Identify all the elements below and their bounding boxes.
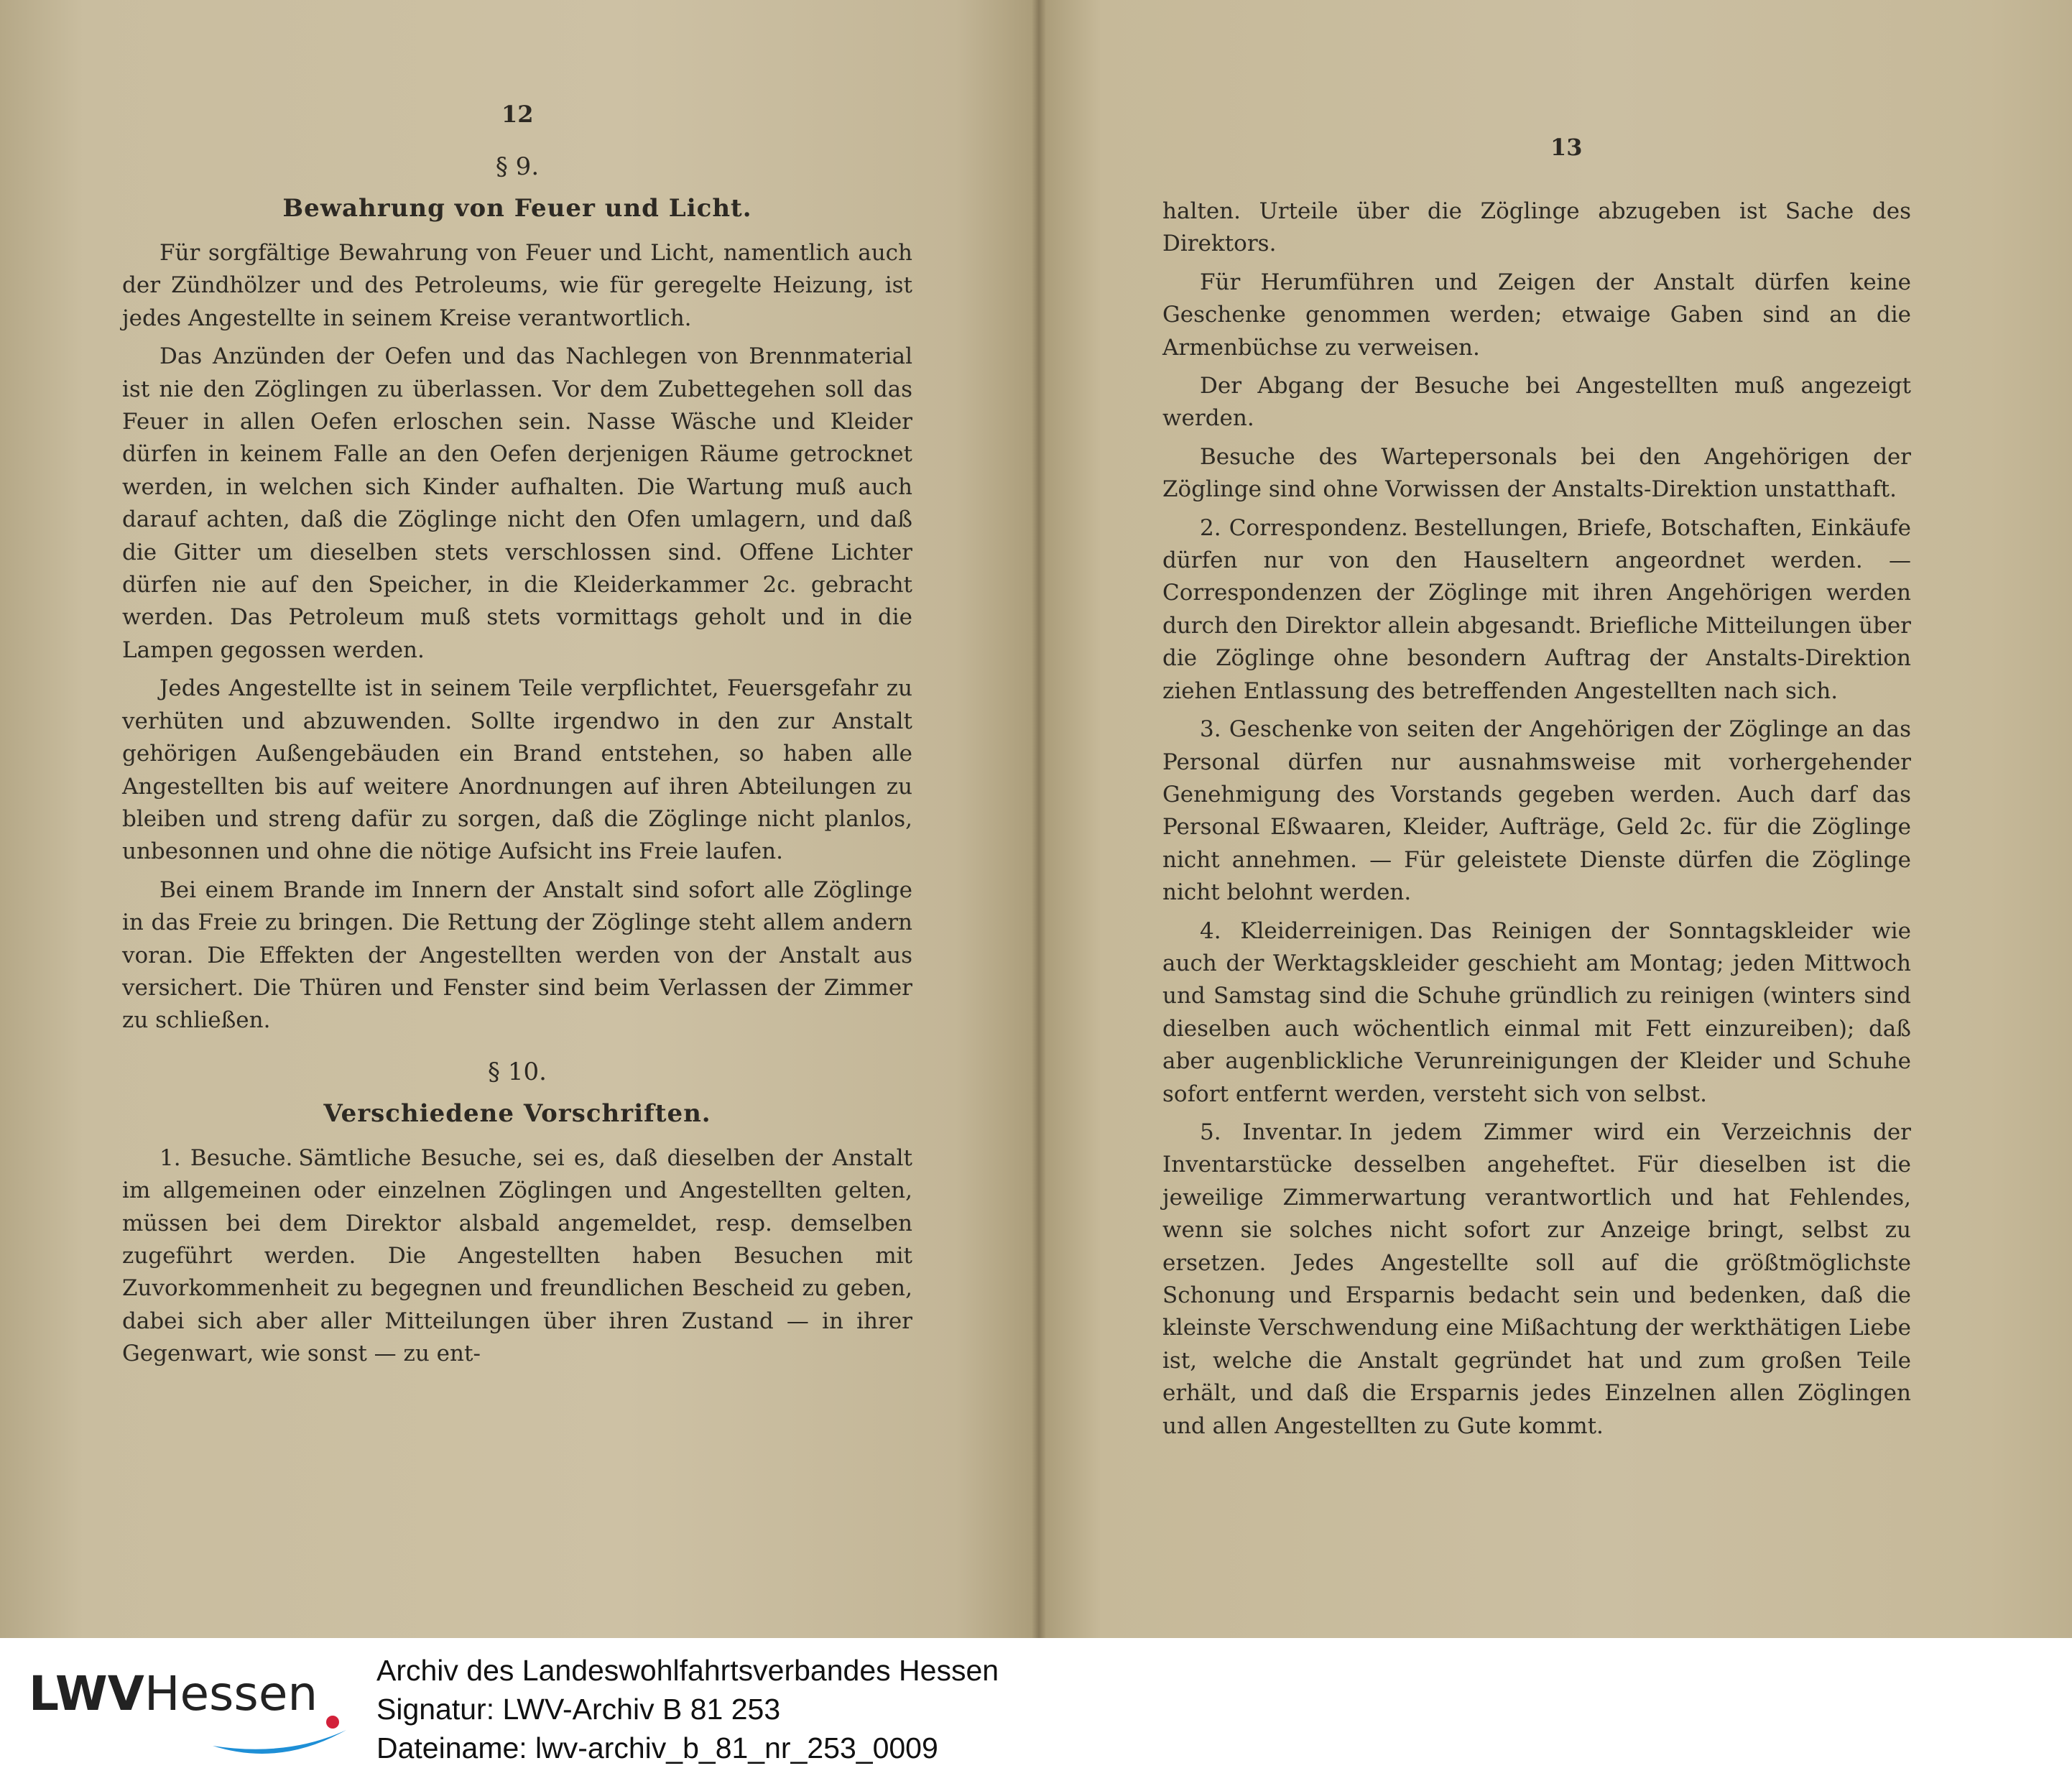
right-page-text [1162, 195, 1911, 1448]
paragraph [1162, 512, 1911, 708]
paragraph: Besuche des Wartepersonals bei den Angehörigen der Zöglinge sind ohne Vorwissen der Anstalts-Direktion unstatthaft. [1162, 443, 1911, 503]
logo-bold-text: LWV [29, 1666, 144, 1721]
section-number: § 10. [488, 1057, 547, 1086]
paragraph: Für Herumführen und Zeigen der Anstalt dürfen keine Geschenke genommen werden; etwaige Gaben sind an die Armenbüchse zu verweisen. [1162, 269, 1911, 361]
item-text: Sämtliche Besuche, sei es, daß dieselben der Anstalt im allgemeinen oder einzelnen Zöglingen und Angestellten gelten, müssen bei dem Direktor alsbald angemeldet, resp. demselben zugeführt werden. Die Angestellten haben Besuchen mit Zuvorkommenheit zu begegnen und freundlichen Bescheid zu geben, dabei sich aber aller Mitteilungen über ihren Zustand — in ihrer Gegenwart, wie sonst — zu ent- [122, 1144, 912, 1367]
logo-wordmark [29, 1665, 318, 1723]
paragraph [1162, 1116, 1911, 1443]
archive-name: Archiv des Landeswohlfahrtsverbandes Hessen [376, 1654, 999, 1687]
section-heading: Bewahrung von Feuer und Licht. [282, 194, 752, 223]
item-lead: 4. Kleiderreinigen. [1200, 917, 1424, 944]
paragraph: Jedes Angestellte ist in seinem Teile verpflichtet, Feuersgefahr zu verhüten und abzuwenden. Sollte irgendwo in den zur Anstalt gehörigen Außengebäuden ein Brand entstehen, so haben alle Angestellten bis auf weitere Anordnungen auf ihren Abteilungen zu bleiben und streng dafür zu sorgen, daß die Zöglinge nicht planlos, unbesonnen und ohne die nötige Aufsicht ins Freie laufen. [122, 675, 912, 865]
item-text: von seiten der Angehörigen der Zöglinge an das Personal dürfen nur ausnahmsweise mit vorhergehender Genehmigung des Vorstands gegeben werden. Auch darf das Personal Eßwaaren, Kleider, Aufträge, Geld 2c. für die Zöglinge nicht annehmen. — Für geleistete Dienste dürfen die Zöglinge nicht belohnt werden. [1162, 716, 1911, 906]
left-page [0, 0, 1039, 1638]
paragraph [122, 1142, 912, 1371]
logo-swoosh-icon [208, 1726, 352, 1762]
item-text: Das Reinigen der Sonntagskleider wie auch der Werktagskleider geschieht am Montag; jeden Mittwoch und Samstag sind die Schuhe gründlich zu reinigen (winters sind dieselben auch wöchentlich einmal mit Fett einzureiben); daß aber augenblickliche Verunreinigungen der Kleider und Schuhe sofort entfernt werden, versteht sich von selbst. [1162, 917, 1912, 1107]
archive-signature: Signatur: LWV-Archiv B 81 253 [376, 1693, 781, 1726]
archive-filename: Dateiname: lwv-archiv_b_81_nr_253_0009 [376, 1731, 938, 1764]
left-page-text [122, 151, 912, 1377]
book-gutter [1032, 0, 1046, 1638]
page-number: 12 [501, 101, 534, 128]
paragraph: Für sorgfältige Bewahrung von Feuer und Licht, namentlich auch der Zündhölzer und des Petroleums, wie für geregelte Heizung, ist jedes Angestellte in seinem Kreise verantwortlich. [122, 240, 912, 331]
logo-regular-text: Hessen [144, 1666, 318, 1721]
section-heading: Verschiedene Vorschriften. [323, 1098, 711, 1128]
paragraph: Das Anzünden der Oefen und das Nachlegen von Brennmaterial ist nie den Zöglingen zu überlassen. Vor dem Zubettegehen soll das Feuer in allen Oefen erloschen sein. Nasse Wäsche und Kleider dürfen in keinem Falle an den Oefen derjenigen Räume getrocknet werden, in welchen sich Kinder aufhalten. Die Wartung muß auch darauf achten, daß die Zöglinge nicht den Ofen umlagern, und daß die Gitter um dieselben stets verschlossen sind. Offene Lichter dürfen nie auf den Speicher, in die Kleiderkammer 2c. gebracht werden. Das Petroleum muß stets vormittags geholt und in die Lampen gegossen werden. [122, 343, 912, 663]
archive-info [376, 1651, 999, 1767]
archive-footer [0, 1638, 2072, 1781]
paragraph [1162, 713, 1911, 909]
item-text: Bestellungen, Briefe, Botschaften, Einkäufe dürfen nur von den Hauseltern angeordnet werden. — Correspondenzen der Zöglinge mit ihren Angehörigen werden durch den Direktor allein abgesandt. Briefliche Mitteilungen über die Zöglinge ohne besondern Auftrag der Anstalts-Direktion ziehen Entlassung des betreffenden Angestellten nach sich. [1162, 514, 1911, 704]
right-page [1039, 0, 2072, 1638]
page-number: 13 [1550, 134, 1583, 161]
item-lead: 2. Correspondenz. [1200, 514, 1408, 541]
section-number: § 9. [495, 152, 540, 181]
item-text: In jedem Zimmer wird ein Verzeichnis der Inventarstücke desselben angeheftet. Für dieselben ist die jeweilige Zimmerwartung verantwortlich und hat Fehlendes, wenn sie solches nicht sofort zur Anzeige bringt, selbst zu ersetzen. Jedes Angestellte soll auf die größtmöglichste Schonung und Ersparnis bedacht sein und bedenken, daß die kleinste Verschwendung eine Mißachtung der werkthätigen Liebe ist, welche die Anstalt gegründet hat und zum großen Teile erhält, und daß die Ersparnis jedes Einzelnen allen Zöglingen und allen Angestellten zu Gute kommt. [1162, 1119, 1911, 1439]
item-lead: 5. Inventar. [1200, 1119, 1343, 1145]
paragraph: Der Abgang der Besuche bei Angestellten muß angezeigt werden. [1162, 373, 1911, 432]
paragraph: Bei einem Brande im Innern der Anstalt sind sofort alle Zöglinge in das Freie zu bringen. Die Rettung der Zöglinge steht allem andern voran. Die Effekten der Angestellten werden von der Anstalt aus versichert. Die Thüren und Fenster sind beim Verlassen der Zimmer zu schließen. [122, 876, 912, 1034]
paragraph [1162, 915, 1911, 1111]
paragraph: halten. Urteile über die Zöglinge abzugeben ist Sache des Direktors. [1162, 198, 1911, 257]
item-lead: 3. Geschenke [1200, 716, 1353, 743]
lwv-hessen-logo [29, 1665, 345, 1759]
item-lead: 1. Besuche. [159, 1144, 293, 1171]
